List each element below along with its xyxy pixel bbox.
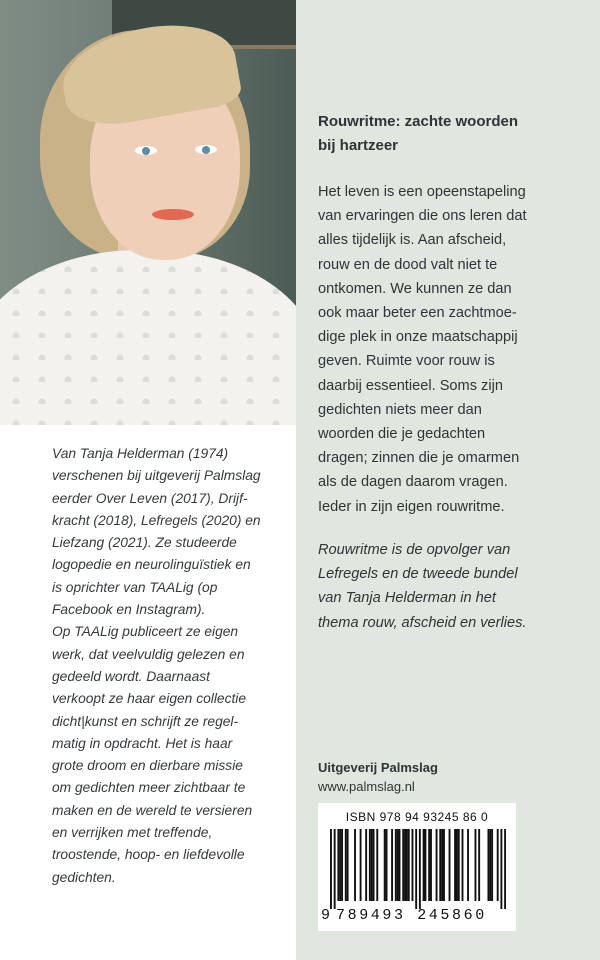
barcode-bar bbox=[430, 829, 432, 901]
barcode-bar bbox=[423, 829, 425, 901]
barcode-bar bbox=[456, 829, 458, 901]
author-photo bbox=[0, 0, 296, 425]
barcode-bar bbox=[395, 829, 397, 901]
note-line: van Tanja Helderman in het bbox=[318, 590, 496, 607]
barcode-bar bbox=[439, 829, 441, 901]
barcode-bar bbox=[369, 829, 371, 901]
blurb-line: gedichten niets meer dan bbox=[318, 401, 482, 418]
isbn-number: ISBN 978 94 93245 86 0 bbox=[345, 810, 489, 824]
bio-line: kracht (2018), Lefregels (2020) en bbox=[52, 512, 261, 528]
publisher-website: www.palmslag.nl bbox=[318, 779, 415, 794]
barcode-bar bbox=[475, 829, 477, 901]
bio-line: om gedichten meer zichtbaar te bbox=[52, 780, 246, 796]
barcode-bar bbox=[497, 829, 499, 901]
barcode-bar bbox=[491, 829, 493, 901]
barcode-bar bbox=[339, 829, 341, 901]
barcode-bar bbox=[373, 829, 375, 901]
barcode-bar bbox=[436, 829, 438, 901]
bio-line: grote droom en dierbare missie bbox=[52, 758, 243, 774]
blurb-line: ontkomen. We kunnen ze dan bbox=[318, 280, 512, 297]
barcode-bar bbox=[487, 829, 489, 901]
bio-line: troostende, hoop- en liefdevolle bbox=[52, 847, 245, 863]
barcode-bar bbox=[441, 829, 443, 901]
barcode-bar bbox=[406, 829, 408, 901]
blurb-line: als de dagen daarom vragen. bbox=[318, 474, 508, 491]
barcode-bar bbox=[360, 829, 362, 901]
barcode-bar bbox=[478, 829, 480, 901]
barcode-bar bbox=[462, 829, 464, 901]
blurb-line: alles tijdelijk is. Aan afscheid, bbox=[318, 232, 507, 249]
bio-line: dicht|kunst en schrijft ze regel- bbox=[52, 713, 239, 729]
blurb-line: ook maar beter een zachtmoe- bbox=[318, 305, 517, 322]
barcode-bar bbox=[354, 829, 356, 901]
note-line: Lefregels en de tweede bundel bbox=[318, 566, 518, 583]
bio-line: verkoopt ze haar eigen collectie bbox=[52, 691, 247, 707]
publisher-name: Uitgeverij Palmslag bbox=[318, 760, 438, 775]
bio-line: gedeeld wordt. Daarnaast bbox=[52, 668, 210, 684]
barcode-bar bbox=[419, 829, 421, 909]
bio-line: matig in opdracht. Het is haar bbox=[52, 735, 233, 751]
barcode-bar bbox=[386, 829, 388, 901]
barcode-bar bbox=[337, 829, 339, 901]
barcode-bar bbox=[397, 829, 399, 901]
blurb-line: van ervaringen die ons leren dat bbox=[318, 208, 527, 225]
barcode-bar bbox=[399, 829, 401, 901]
barcode-bar bbox=[347, 829, 349, 901]
barcode-bar bbox=[391, 829, 393, 901]
bio-line: verschenen bij uitgeverij Palmslag bbox=[52, 468, 261, 484]
barcode-bar bbox=[489, 829, 491, 901]
author-lips bbox=[152, 209, 194, 220]
barcode-bar bbox=[384, 829, 386, 901]
bio-line: is oprichter van TAALig (op bbox=[52, 579, 218, 595]
barcode-bar bbox=[404, 829, 406, 901]
bio-line: Liefzang (2021). Ze studeerde bbox=[52, 535, 237, 551]
barcode-bar bbox=[402, 829, 404, 901]
barcode-bar bbox=[454, 829, 456, 901]
barcode-bar bbox=[345, 829, 347, 901]
barcode-bars bbox=[330, 829, 506, 909]
note-line: Rouwritme is de opvolger van bbox=[318, 542, 511, 558]
barcode-bar bbox=[428, 829, 430, 901]
ean-first-digit: 9 bbox=[321, 907, 331, 924]
author-bio bbox=[52, 443, 284, 889]
bio-line: Facebook en Instagram). bbox=[52, 602, 206, 618]
barcode-bar bbox=[443, 829, 445, 901]
barcode-bar bbox=[330, 829, 332, 909]
bio-line: en verrijken met treffende, bbox=[52, 825, 213, 841]
bio-line: maken en de wereld te versieren bbox=[52, 802, 253, 818]
barcode-bar bbox=[449, 829, 451, 901]
note-line: thema rouw, afscheid en verlies. bbox=[318, 614, 527, 631]
blurb-line: woorden die je gedachten bbox=[318, 426, 486, 443]
blurb-line: Ieder in zijn eigen rouwritme. bbox=[318, 498, 505, 515]
book-blurb bbox=[318, 180, 586, 519]
back-cover-left-column bbox=[0, 0, 296, 960]
series-note bbox=[318, 538, 586, 635]
barcode-bar bbox=[376, 829, 378, 901]
blurb-line: geven. Ruimte voor rouw is bbox=[318, 353, 495, 370]
barcode-bar bbox=[467, 829, 469, 901]
bio-line: werk, dat veelvuldig gelezen en bbox=[52, 646, 245, 662]
bio-line: Van Tanja Helderman (1974) bbox=[52, 446, 229, 461]
ean-remaining-digits: 789493 245860 bbox=[336, 907, 487, 924]
barcode-bar bbox=[458, 829, 460, 901]
book-title-heading bbox=[318, 110, 578, 158]
title-line: bij hartzeer bbox=[318, 137, 399, 154]
barcode-bar bbox=[365, 829, 367, 901]
author-left-eye bbox=[135, 146, 157, 155]
bio-line: Op TAALig publiceert ze eigen bbox=[52, 624, 239, 640]
barcode-bar bbox=[371, 829, 373, 901]
barcode-bar bbox=[415, 829, 417, 909]
barcode-bar bbox=[334, 829, 336, 909]
barcode-bar bbox=[504, 829, 506, 909]
barcode-bar bbox=[424, 829, 426, 901]
isbn-barcode bbox=[318, 803, 516, 931]
author-right-eye bbox=[195, 145, 217, 154]
blurb-line: Het leven is een opeenstapeling bbox=[318, 184, 526, 200]
blurb-line: rouw en de dood valt niet te bbox=[318, 256, 498, 273]
bio-line: gedichten. bbox=[52, 869, 116, 885]
barcode-bar bbox=[408, 829, 410, 901]
barcode-bar bbox=[500, 829, 502, 909]
barcode-bar bbox=[412, 829, 414, 901]
blurb-line: daarbij essentieel. Soms zijn bbox=[318, 377, 503, 394]
bio-line: eerder Over Leven (2017), Drijf- bbox=[52, 490, 248, 506]
bio-line: logopedie en neurolinguïstiek en bbox=[52, 557, 251, 573]
author-blouse bbox=[0, 250, 296, 425]
blurb-line: dige plek in onze maatschappij bbox=[318, 329, 518, 346]
blurb-line: dragen; zinnen die je omarmen bbox=[318, 450, 520, 467]
barcode-bar bbox=[341, 829, 343, 901]
title-line: Rouwritme: zachte woorden bbox=[318, 113, 519, 130]
